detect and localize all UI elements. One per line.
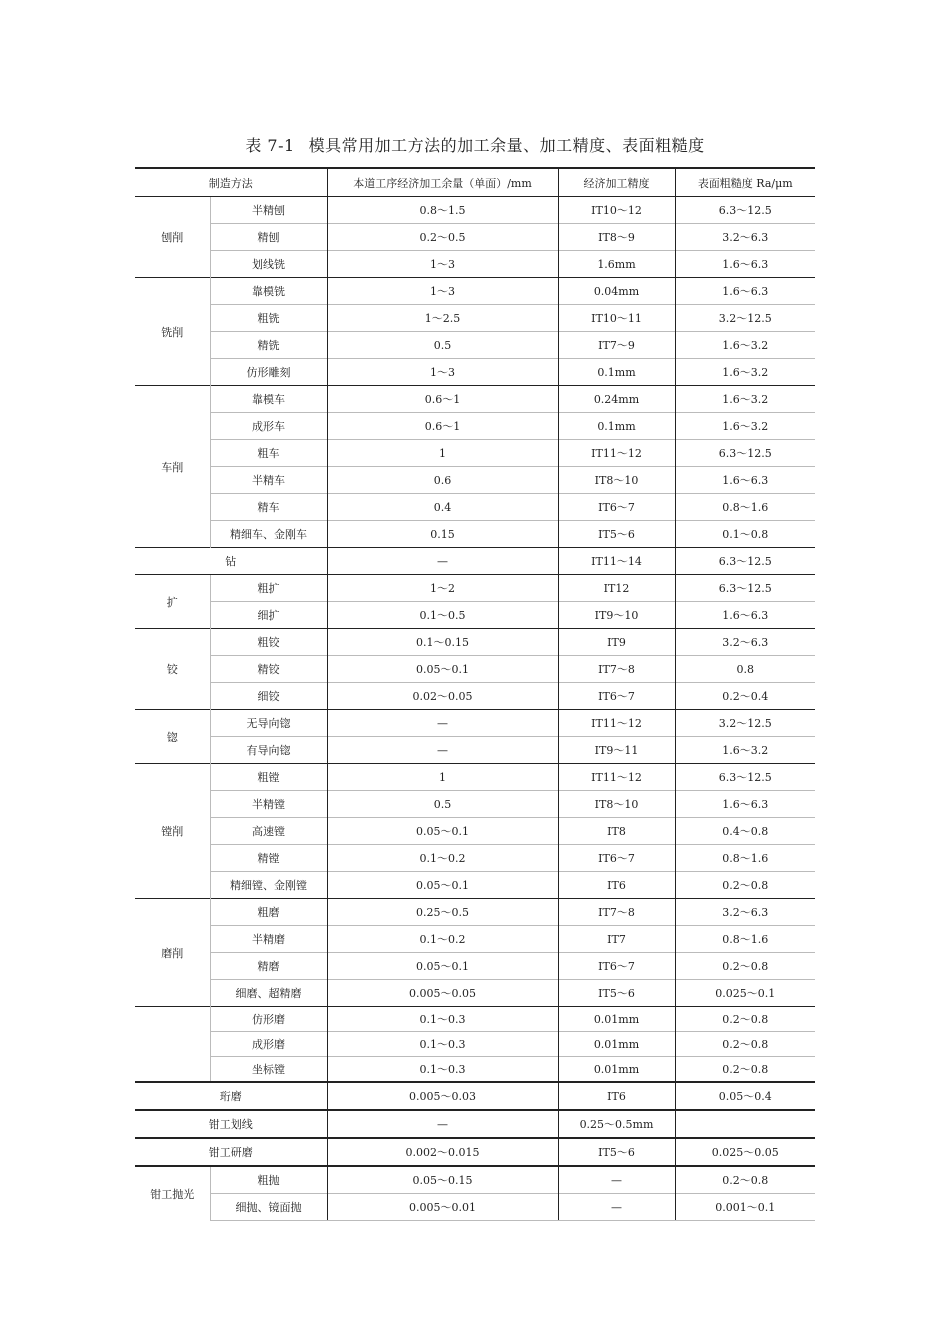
- precision-cell: 0.01mm: [558, 1057, 675, 1083]
- precision-cell: 0.01mm: [558, 1032, 675, 1057]
- table-row: [135, 845, 815, 872]
- allowance-cell: 0.4: [327, 494, 558, 521]
- table-row: [135, 305, 815, 332]
- roughness-cell: 0.4～0.8: [675, 818, 815, 845]
- method-cell: 细铰: [210, 683, 327, 710]
- method-cell: 细抛、镜面抛: [210, 1194, 327, 1221]
- roughness-cell: 6.3～12.5: [675, 764, 815, 791]
- precision-cell: 0.1mm: [558, 359, 675, 386]
- method-cell: 靠模车: [210, 386, 327, 413]
- header-method: 制造方法: [135, 168, 327, 197]
- method-cell: 精刨: [210, 224, 327, 251]
- precision-cell: IT6～7: [558, 494, 675, 521]
- category-cell: [135, 1007, 210, 1083]
- roughness-cell: 0.1～0.8: [675, 521, 815, 548]
- table-row: [135, 224, 815, 251]
- table-row: [135, 1110, 815, 1138]
- roughness-cell: 0.2～0.8: [675, 1057, 815, 1083]
- precision-cell: IT10～11: [558, 305, 675, 332]
- method-cell: 细扩: [210, 602, 327, 629]
- method-cell: 钻: [135, 548, 327, 575]
- table-row: [135, 1007, 815, 1032]
- table-row: [135, 575, 815, 602]
- allowance-cell: 0.05～0.1: [327, 818, 558, 845]
- precision-cell: 0.24mm: [558, 386, 675, 413]
- roughness-cell: 1.6～3.2: [675, 359, 815, 386]
- method-cell: 粗铣: [210, 305, 327, 332]
- precision-cell: IT9: [558, 629, 675, 656]
- allowance-cell: 0.1～0.2: [327, 926, 558, 953]
- allowance-cell: —: [327, 737, 558, 764]
- roughness-cell: 6.3～12.5: [675, 548, 815, 575]
- roughness-cell: 1.6～6.3: [675, 791, 815, 818]
- method-cell: 半精镗: [210, 791, 327, 818]
- allowance-cell: 1～3: [327, 359, 558, 386]
- allowance-cell: 0.2～0.5: [327, 224, 558, 251]
- table-row: [135, 278, 815, 305]
- table-row: [135, 1032, 815, 1057]
- precision-cell: —: [558, 1166, 675, 1194]
- precision-cell: 0.01mm: [558, 1007, 675, 1032]
- precision-cell: IT12: [558, 575, 675, 602]
- roughness-cell: 0.2～0.4: [675, 683, 815, 710]
- allowance-cell: —: [327, 710, 558, 737]
- allowance-cell: —: [327, 548, 558, 575]
- table-row: [135, 764, 815, 791]
- roughness-cell: 1.6～6.3: [675, 278, 815, 305]
- table-caption: [135, 133, 815, 156]
- precision-cell: IT9～10: [558, 602, 675, 629]
- allowance-cell: 0.15: [327, 521, 558, 548]
- roughness-cell: 1.6～3.2: [675, 386, 815, 413]
- precision-cell: IT8～9: [558, 224, 675, 251]
- allowance-cell: 0.02～0.05: [327, 683, 558, 710]
- precision-cell: IT8～10: [558, 467, 675, 494]
- precision-cell: 0.25～0.5mm: [558, 1110, 675, 1138]
- roughness-cell: 0.2～0.8: [675, 1166, 815, 1194]
- roughness-cell: 3.2～12.5: [675, 305, 815, 332]
- roughness-cell: 1.6～3.2: [675, 332, 815, 359]
- table-row: [135, 440, 815, 467]
- table-row: [135, 899, 815, 926]
- method-cell: 仿形雕刻: [210, 359, 327, 386]
- roughness-cell: 0.001～0.1: [675, 1194, 815, 1221]
- precision-cell: IT5～6: [558, 1138, 675, 1166]
- precision-cell: 0.1mm: [558, 413, 675, 440]
- allowance-cell: 0.005～0.05: [327, 980, 558, 1007]
- method-cell: 半精车: [210, 467, 327, 494]
- allowance-cell: 0.1～0.3: [327, 1032, 558, 1057]
- table-row: [135, 683, 815, 710]
- allowance-cell: 0.6: [327, 467, 558, 494]
- table-row: [135, 1082, 815, 1110]
- precision-cell: IT6～7: [558, 683, 675, 710]
- allowance-cell: 0.05～0.1: [327, 656, 558, 683]
- roughness-cell: 6.3～12.5: [675, 575, 815, 602]
- allowance-cell: 1: [327, 764, 558, 791]
- method-cell: 粗镗: [210, 764, 327, 791]
- precision-cell: IT11～14: [558, 548, 675, 575]
- category-cell: 刨削: [135, 197, 210, 278]
- roughness-cell: 0.8～1.6: [675, 926, 815, 953]
- method-cell: 坐标镗: [210, 1057, 327, 1083]
- method-cell: 划线铣: [210, 251, 327, 278]
- method-cell: 钳工划线: [135, 1110, 327, 1138]
- allowance-cell: 0.6～1: [327, 413, 558, 440]
- machining-table: [135, 167, 815, 1221]
- category-cell: 镗削: [135, 764, 210, 899]
- allowance-cell: 0.25～0.5: [327, 899, 558, 926]
- category-cell: 磨削: [135, 899, 210, 1007]
- table-row: [135, 926, 815, 953]
- allowance-cell: 0.1～0.15: [327, 629, 558, 656]
- category-cell: 车削: [135, 386, 210, 548]
- precision-cell: 1.6mm: [558, 251, 675, 278]
- roughness-cell: 6.3～12.5: [675, 197, 815, 224]
- method-cell: 钳工研磨: [135, 1138, 327, 1166]
- allowance-cell: 0.005～0.03: [327, 1082, 558, 1110]
- precision-cell: IT8～10: [558, 791, 675, 818]
- roughness-cell: 0.8: [675, 656, 815, 683]
- allowance-cell: 0.005～0.01: [327, 1194, 558, 1221]
- precision-cell: 0.04mm: [558, 278, 675, 305]
- roughness-cell: 1.6～6.3: [675, 602, 815, 629]
- method-cell: 精铣: [210, 332, 327, 359]
- header-allowance: 本道工序经济加工余量（单面）/mm: [327, 168, 558, 197]
- roughness-cell: [675, 1110, 815, 1138]
- method-cell: 精磨: [210, 953, 327, 980]
- roughness-cell: 0.8～1.6: [675, 494, 815, 521]
- roughness-cell: 3.2～6.3: [675, 224, 815, 251]
- precision-cell: IT7～8: [558, 656, 675, 683]
- allowance-cell: 0.05～0.15: [327, 1166, 558, 1194]
- allowance-cell: 0.002～0.015: [327, 1138, 558, 1166]
- category-cell: 钳工抛光: [135, 1166, 210, 1221]
- precision-cell: IT6: [558, 1082, 675, 1110]
- table-number: 表 7-1: [245, 136, 295, 155]
- table-row: [135, 548, 815, 575]
- table-row: [135, 494, 815, 521]
- table-row: [135, 791, 815, 818]
- precision-cell: IT7～9: [558, 332, 675, 359]
- category-cell: 扩: [135, 575, 210, 629]
- method-cell: 成形磨: [210, 1032, 327, 1057]
- table-row: [135, 359, 815, 386]
- table-row: [135, 467, 815, 494]
- method-cell: 精细镗、金刚镗: [210, 872, 327, 899]
- allowance-cell: 1～3: [327, 278, 558, 305]
- table-row: [135, 1057, 815, 1083]
- method-cell: 仿形磨: [210, 1007, 327, 1032]
- roughness-cell: 3.2～6.3: [675, 629, 815, 656]
- header-roughness: 表面粗糙度 Ra/μm: [675, 168, 815, 197]
- roughness-cell: 1.6～3.2: [675, 737, 815, 764]
- roughness-cell: 0.2～0.8: [675, 1032, 815, 1057]
- roughness-cell: 0.2～0.8: [675, 953, 815, 980]
- roughness-cell: 1.6～6.3: [675, 467, 815, 494]
- roughness-cell: 0.2～0.8: [675, 1007, 815, 1032]
- roughness-cell: 0.8～1.6: [675, 845, 815, 872]
- table-row: [135, 1166, 815, 1194]
- table-body: [135, 197, 815, 1221]
- method-cell: 无导向锪: [210, 710, 327, 737]
- allowance-cell: 0.1～0.2: [327, 845, 558, 872]
- category-cell: 锪: [135, 710, 210, 764]
- table-row: [135, 953, 815, 980]
- roughness-cell: 3.2～12.5: [675, 710, 815, 737]
- method-cell: 半精刨: [210, 197, 327, 224]
- table-row: [135, 386, 815, 413]
- roughness-cell: 0.025～0.05: [675, 1138, 815, 1166]
- header-row: [135, 168, 815, 197]
- method-cell: 靠模铣: [210, 278, 327, 305]
- method-cell: 粗扩: [210, 575, 327, 602]
- precision-cell: —: [558, 1194, 675, 1221]
- precision-cell: IT6: [558, 872, 675, 899]
- allowance-cell: 0.1～0.3: [327, 1057, 558, 1083]
- precision-cell: IT10～12: [558, 197, 675, 224]
- header-precision: 经济加工精度: [558, 168, 675, 197]
- table-row: [135, 872, 815, 899]
- precision-cell: IT5～6: [558, 980, 675, 1007]
- method-cell: 珩磨: [135, 1082, 327, 1110]
- table-row: [135, 602, 815, 629]
- roughness-cell: 1.6～6.3: [675, 251, 815, 278]
- precision-cell: IT9～11: [558, 737, 675, 764]
- table-row: [135, 1138, 815, 1166]
- allowance-cell: 1: [327, 440, 558, 467]
- precision-cell: IT7～8: [558, 899, 675, 926]
- method-cell: 精细车、金刚车: [210, 521, 327, 548]
- allowance-cell: 1～2.5: [327, 305, 558, 332]
- method-cell: 粗铰: [210, 629, 327, 656]
- table-row: [135, 710, 815, 737]
- precision-cell: IT11～12: [558, 440, 675, 467]
- table-row: [135, 521, 815, 548]
- allowance-cell: 0.5: [327, 332, 558, 359]
- method-cell: 高速镗: [210, 818, 327, 845]
- table-title: 模具常用加工方法的加工余量、加工精度、表面粗糙度: [308, 136, 705, 155]
- precision-cell: IT5～6: [558, 521, 675, 548]
- category-cell: 铣削: [135, 278, 210, 386]
- allowance-cell: 0.8～1.5: [327, 197, 558, 224]
- method-cell: 有导向锪: [210, 737, 327, 764]
- precision-cell: IT8: [558, 818, 675, 845]
- method-cell: 半精磨: [210, 926, 327, 953]
- allowance-cell: —: [327, 1110, 558, 1138]
- allowance-cell: 0.05～0.1: [327, 953, 558, 980]
- allowance-cell: 0.5: [327, 791, 558, 818]
- table-row: [135, 1194, 815, 1221]
- table-row: [135, 629, 815, 656]
- roughness-cell: 0.2～0.8: [675, 872, 815, 899]
- table-row: [135, 656, 815, 683]
- table-row: [135, 413, 815, 440]
- roughness-cell: 6.3～12.5: [675, 440, 815, 467]
- allowance-cell: 1～3: [327, 251, 558, 278]
- table-row: [135, 251, 815, 278]
- method-cell: 粗抛: [210, 1166, 327, 1194]
- precision-cell: IT7: [558, 926, 675, 953]
- roughness-cell: 1.6～3.2: [675, 413, 815, 440]
- method-cell: 精车: [210, 494, 327, 521]
- precision-cell: IT6～7: [558, 953, 675, 980]
- allowance-cell: 0.05～0.1: [327, 872, 558, 899]
- allowance-cell: 0.1～0.3: [327, 1007, 558, 1032]
- method-cell: 精铰: [210, 656, 327, 683]
- roughness-cell: 3.2～6.3: [675, 899, 815, 926]
- method-cell: 精镗: [210, 845, 327, 872]
- precision-cell: IT11～12: [558, 764, 675, 791]
- roughness-cell: 0.025～0.1: [675, 980, 815, 1007]
- precision-cell: IT6～7: [558, 845, 675, 872]
- method-cell: 成形车: [210, 413, 327, 440]
- allowance-cell: 0.1～0.5: [327, 602, 558, 629]
- method-cell: 细磨、超精磨: [210, 980, 327, 1007]
- table-row: [135, 818, 815, 845]
- roughness-cell: 0.05～0.4: [675, 1082, 815, 1110]
- allowance-cell: 1～2: [327, 575, 558, 602]
- precision-cell: IT11～12: [558, 710, 675, 737]
- category-cell: 铰: [135, 629, 210, 710]
- method-cell: 粗磨: [210, 899, 327, 926]
- table-row: [135, 197, 815, 224]
- table-row: [135, 332, 815, 359]
- table-row: [135, 737, 815, 764]
- table-row: [135, 980, 815, 1007]
- allowance-cell: 0.6～1: [327, 386, 558, 413]
- method-cell: 粗车: [210, 440, 327, 467]
